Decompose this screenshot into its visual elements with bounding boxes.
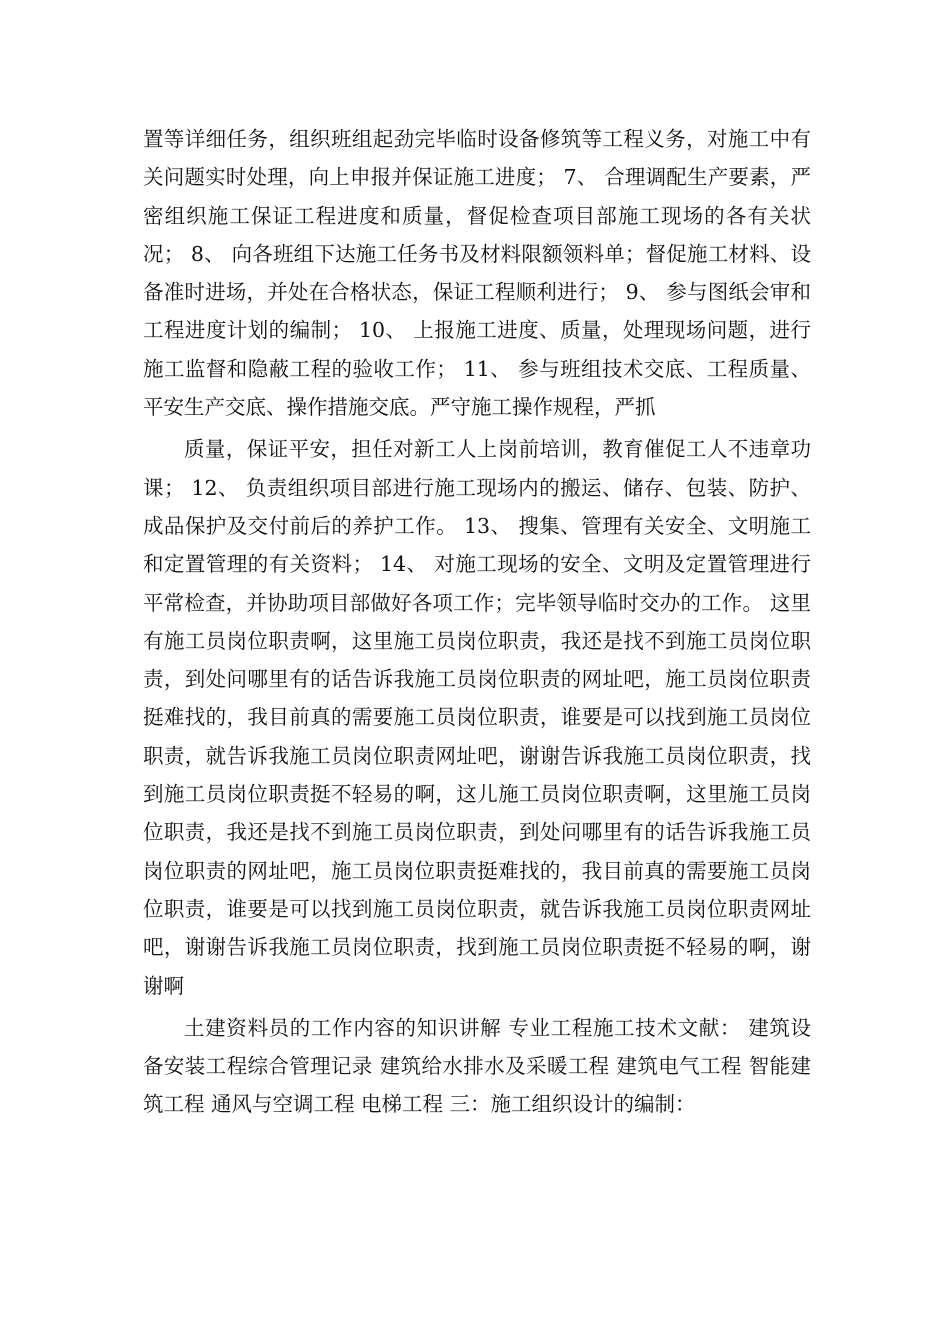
document-body <box>143 120 811 1124</box>
paragraph-duties: 质量，保证平安，担任对新工人上岗前培训，教育催促工人不违章功课； 12、 负责组织项目部进行施工现场内的搬运、储存、包装、防护、成品保护及交付前后的养护工作。 13、 搜集、管理有关安全、文明施工和定置管理的有关资料； 14、 对施工现场的安全、文明及定置管理进行平常检查，并协助项目部做好各项工作；完毕领导临时交办的工作。 这里有施工员岗位职责啊，这里施工员岗位职责，我还是找不到施工员岗位职责，到处问哪里有的话告诉我施工员岗位职责的网址吧，施工员岗位职责挺难找的，我目前真的需要施工员岗位职责，谁要是可以找到施工员岗位职责，就告诉我施工员岗位职责网址吧，谢谢告诉我施工员岗位职责，找到施工员岗位职责挺不轻易的啊，这儿施工员岗位职责啊，这里施工员岗位职责，我还是找不到施工员岗位职责，到处问哪里有的话告诉我施工员岗位职责的网址吧，施工员岗位职责挺难找的，我目前真的需要施工员岗位职责，谁要是可以找到施工员岗位职责，就告诉我施工员岗位职责网址吧，谢谢告诉我施工员岗位职责，找到施工员岗位职责挺不轻易的啊，谢谢啊 <box>143 437 811 998</box>
paragraph-continued: 置等详细任务，组织班组起劲完毕临时设备修筑等工程义务，对施工中有关问题实时处理，向上申报并保证施工进度； 7、 合理调配生产要素，严密组织施工保证工程进度和质量，督促检查项目部施工现场的各有关状况； 8、 向各班组下达施工任务书及材料限额领料单；督促施工材料、设备准时进场，并处在合格状态，保证工程顺利进行； 9、 参与图纸会审和工程进度计划的编制； 10、 上报施工进度、质量，处理现场问题，进行施工监督和隐蔽工程的验收工作； 11、 参与班组技术交底、工程质量、平安生产交底、操作措施交底。严守施工操作规程，严抓 <box>143 127 811 420</box>
paragraph-materials: 土建资料员的工作内容的知识讲解 专业工程施工技术文献： 建筑设备安装工程综合管理记录 建筑给水排水及采暖工程 建筑电气工程 智能建筑工程 通风与空调工程 电梯工程 三：施工组织设计的编制： <box>143 1015 811 1117</box>
